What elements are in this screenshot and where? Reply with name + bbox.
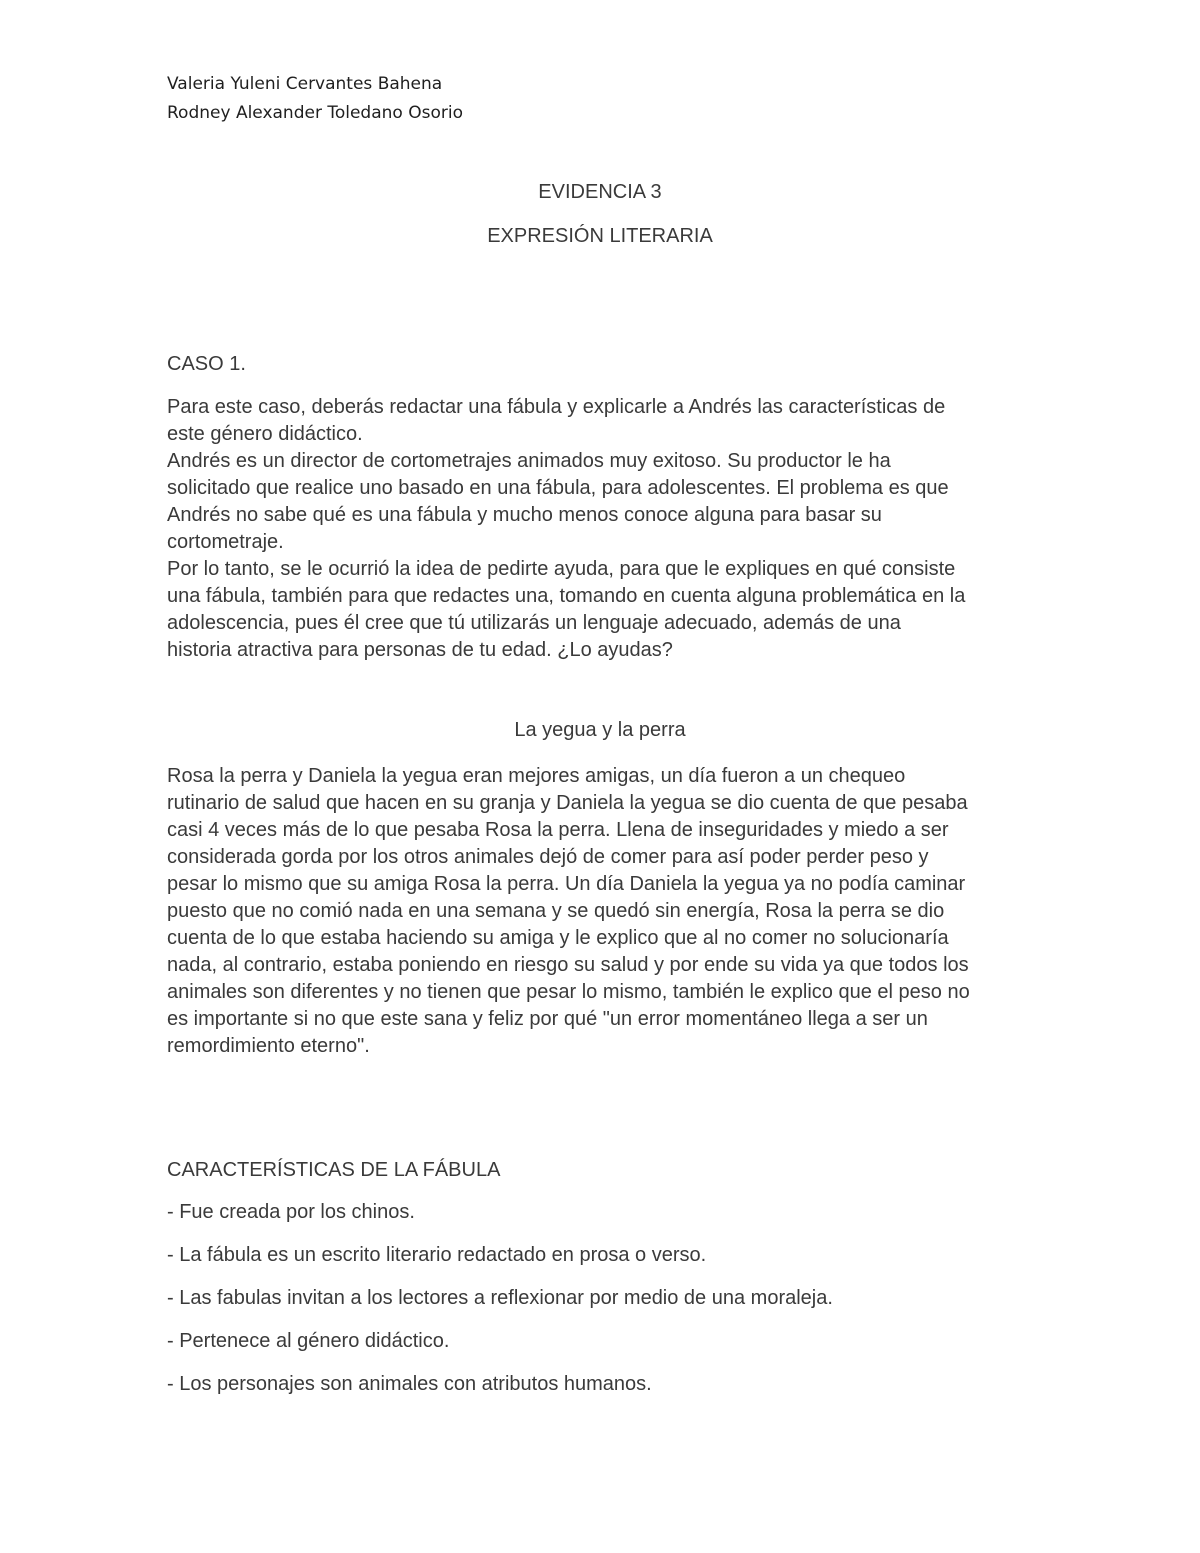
paragraph-line: adolescencia, pues él cree que tú utilizarás un lenguaje adecuado, además de una: [167, 612, 901, 634]
paragraph-line: Rosa la perra y Daniela la yegua eran mejores amigas, un día fueron a un chequeo: [167, 765, 906, 787]
author-names: [167, 70, 463, 128]
paragraph-line: es importante si no que este sana y feliz por qué "un error momentáneo llega a ser un: [167, 1008, 928, 1030]
paragraph-line: una fábula, también para que redactes una, tomando en cuenta alguna problemática en la: [167, 585, 966, 607]
fable-paragraph: [167, 763, 1047, 1060]
characteristics-heading-text: CARACTERÍSTICAS DE LA FÁBULA: [167, 1159, 501, 1181]
paragraph-line: Para este caso, deberás redactar una fábula y explicarle a Andrés las características de: [167, 396, 946, 418]
subject-title: EXPRESIÓN LITERARIA: [487, 225, 713, 247]
list-item: - Pertenece al género didáctico.: [167, 1330, 450, 1352]
paragraph-line: pesar lo mismo que su amiga Rosa la perra. Un día Daniela la yegua ya no podía caminar: [167, 873, 966, 895]
case-paragraph: [167, 394, 1047, 664]
evidence-title: EVIDENCIA 3: [538, 181, 662, 203]
paragraph-line: Andrés no sabe qué es una fábula y mucho menos conoce alguna para basar su: [167, 504, 882, 526]
list-item: - Los personajes son animales con atributos humanos.: [167, 1373, 652, 1395]
paragraph-line: casi 4 veces más de lo que pesaba Rosa la perra. Llena de inseguridades y miedo a ser: [167, 819, 949, 841]
paragraph-line: este género didáctico.: [167, 423, 363, 445]
paragraph-line: rutinario de salud que hacen en su granja y Daniela la yegua se dio cuenta de que pesaba: [167, 792, 968, 814]
paragraph-line: considerada gorda por los otros animales dejó de comer para así poder perder peso y: [167, 846, 929, 868]
author-name: Valeria Yuleni Cervantes Bahena: [167, 74, 443, 94]
paragraph-line: animales son diferentes y no tienen que pesar lo mismo, también le explico que el peso no: [167, 981, 970, 1003]
list-item: - La fábula es un escrito literario redactado en prosa o verso.: [167, 1244, 707, 1266]
case-heading: [167, 351, 1047, 378]
paragraph-line: cuenta de lo que estaba haciendo su amiga y le explico que al no comer no solucionaría: [167, 927, 949, 949]
fable-title: La yegua y la perra: [514, 719, 686, 741]
list-item: - Fue creada por los chinos.: [167, 1201, 415, 1223]
paragraph-line: puesto que no comió nada en una semana y se quedó sin energía, Rosa la perra se dio: [167, 900, 945, 922]
paragraph-line: remordimiento eterno".: [167, 1035, 370, 1057]
list-item: - Las fabulas invitan a los lectores a reflexionar por medio de una moraleja.: [167, 1287, 833, 1309]
paragraph-line: historia atractiva para personas de tu edad. ¿Lo ayudas?: [167, 639, 673, 661]
characteristics-heading: [167, 1157, 1047, 1184]
paragraph-line: Andrés es un director de cortometrajes animados muy exitoso. Su productor le ha: [167, 450, 891, 472]
paragraph-line: solicitado que realice uno basado en una fábula, para adolescentes. El problema es que: [167, 477, 949, 499]
author-name: Rodney Alexander Toledano Osorio: [167, 103, 463, 123]
paragraph-line: nada, al contrario, estaba poniendo en riesgo su salud y por ende su vida ya que todos los: [167, 954, 969, 976]
paragraph-line: Por lo tanto, se le ocurrió la idea de pedirte ayuda, para que le expliques en qué consiste: [167, 558, 956, 580]
paragraph-line: cortometraje.: [167, 531, 284, 553]
case-heading-text: CASO 1.: [167, 353, 246, 375]
characteristics-list: [167, 1199, 1047, 1414]
